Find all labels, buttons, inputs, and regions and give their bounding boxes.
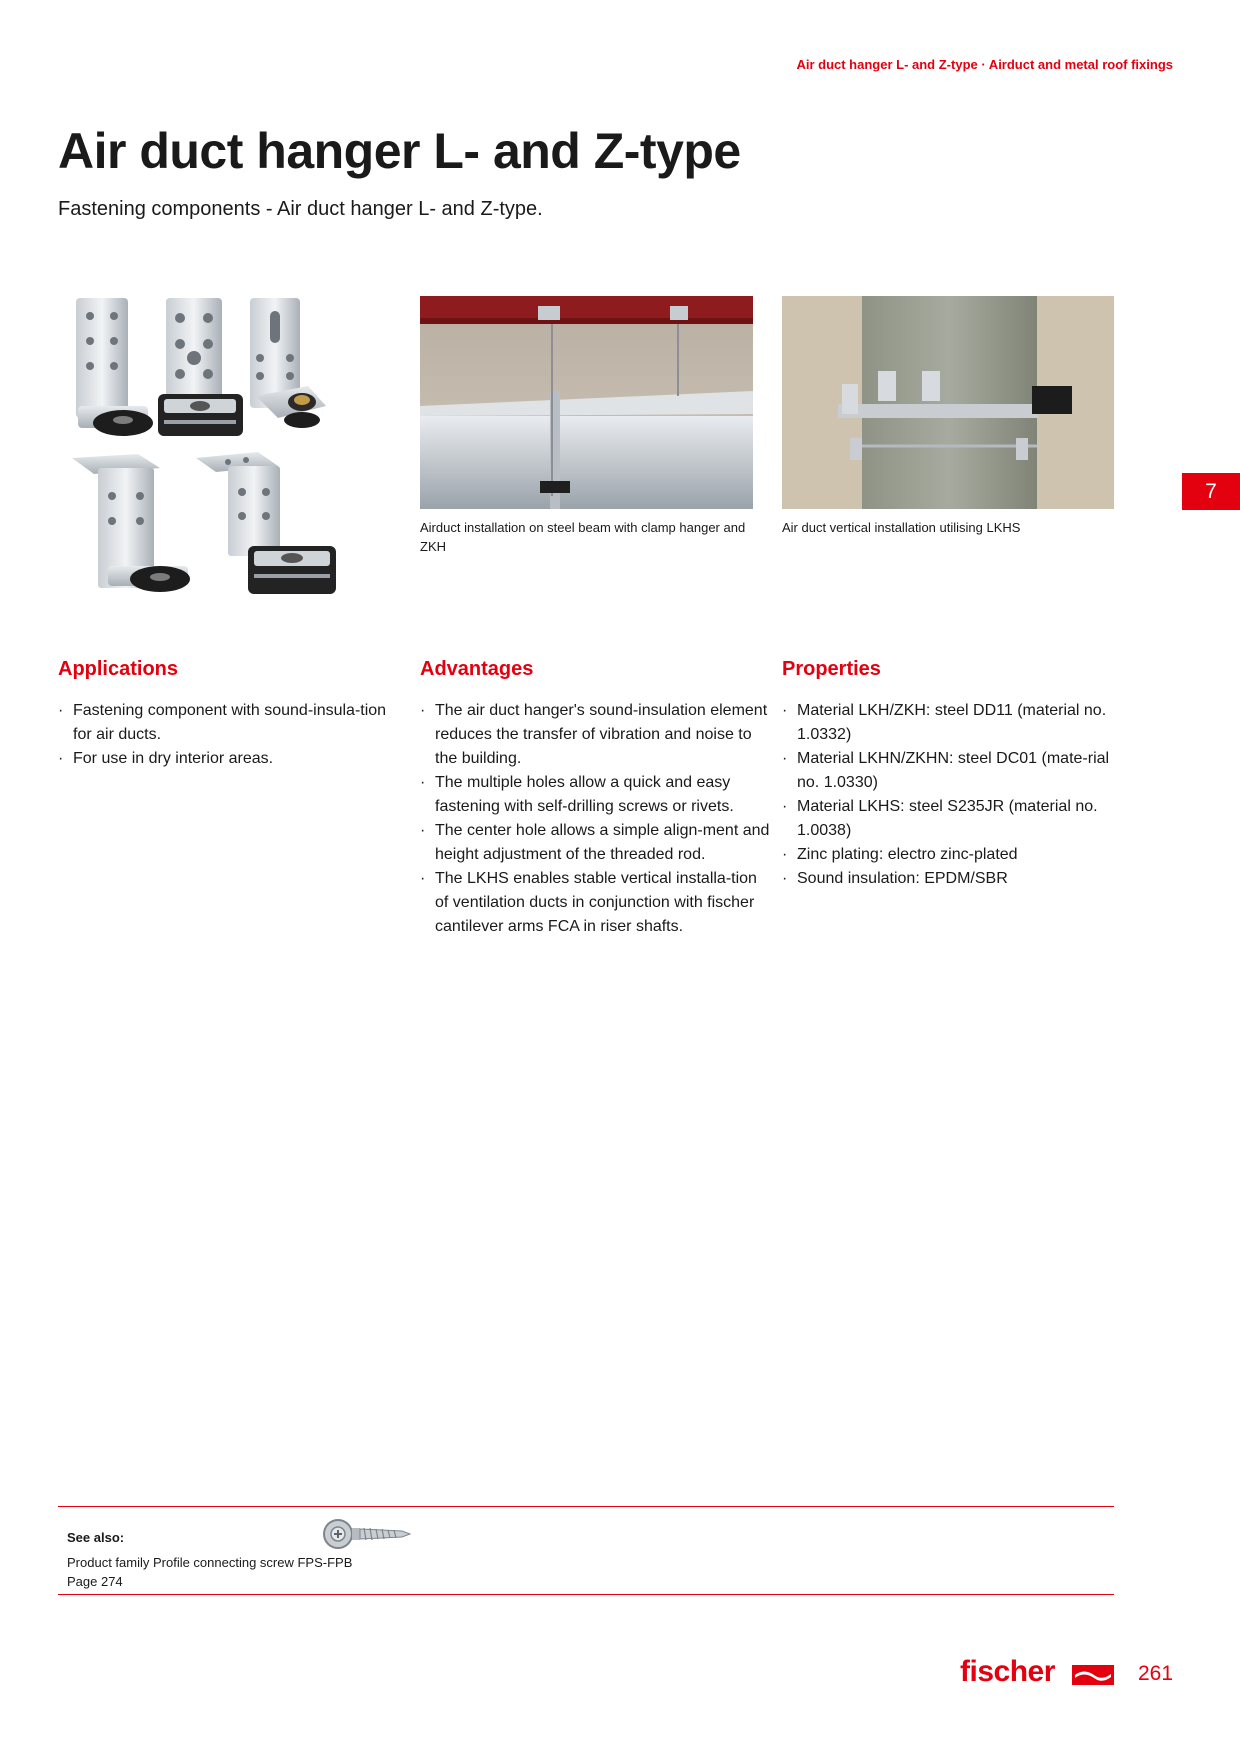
list-item: · For use in dry interior areas. [58,747,408,771]
list-item: · Sound insulation: EPDM/SBR [782,867,1132,891]
applications-list [58,699,408,771]
applications-section [58,658,408,771]
list-item: · The multiple holes allow a quick and easy fastening with self-drilling screws or rivets. [420,771,770,819]
see-also-top-rule [58,1506,1114,1507]
advantages-heading: Advantages [420,658,534,680]
hanger-lkhs-1 [250,298,326,428]
photo-vertical-duct-lkhs [782,296,1114,509]
applications-heading: Applications [58,658,179,680]
photo-airduct-steel-beam [420,296,753,509]
properties-section [782,658,1132,891]
hanger-zkh-1 [72,454,190,592]
see-also-title: See also: [67,1530,125,1545]
properties-list [782,699,1132,891]
brand-logo-text: fischer [960,1655,1055,1688]
page-subtitle: Fastening components - Air duct hanger L- and Z-type. [58,198,543,220]
properties-heading: Properties [782,658,881,680]
page-title: Air duct hanger L- and Z-type [58,123,741,179]
list-item: · Material LKHS: steel S235JR (material no. 1.0038) [782,795,1132,843]
see-also-link[interactable]: Product family Profile connecting screw FPS-FPB Page 274 [67,1555,353,1589]
list-item: · Fastening component with sound-insula-tion for air ducts. [58,699,408,747]
figure-caption-1: Airduct installation on steel beam with clamp hanger and ZKH [420,520,746,554]
list-item: · The air duct hanger's sound-insulation element reduces the transfer of vibration and noise to the building. [420,699,770,771]
list-item: · The LKHS enables stable vertical installa-tion of ventilation ducts in conjunction with fischer cantilever arms FCA in riser shafts. [420,867,770,939]
chapter-tab[interactable]: 7 [1182,473,1240,510]
screw-icon [322,1516,412,1552]
hanger-zkhn-1 [196,452,336,594]
page-number: 261 [1138,1662,1174,1685]
figure-caption-2: Air duct vertical installation utilising LKHS [782,520,1021,535]
list-item: · The center hole allows a simple align-ment and height adjustment of the threaded rod. [420,819,770,867]
list-item: · Material LKH/ZKH: steel DD11 (material no. 1.0332) [782,699,1132,747]
running-head: Air duct hanger L- and Z-type · Airduct and metal roof fixings [796,57,1173,72]
advantages-list [420,699,770,939]
fischer-logo-icon [1072,1665,1114,1685]
see-also-bottom-rule [58,1594,1114,1595]
advantages-section [420,658,770,939]
hanger-lkhn-1 [158,298,243,436]
list-item: · Material LKHN/ZKHN: steel DC01 (mate-rial no. 1.0330) [782,747,1132,795]
product-image-hangers [68,296,388,621]
list-item: · Zinc plating: electro zinc-plated [782,843,1132,867]
hanger-lkh-1 [76,298,153,436]
